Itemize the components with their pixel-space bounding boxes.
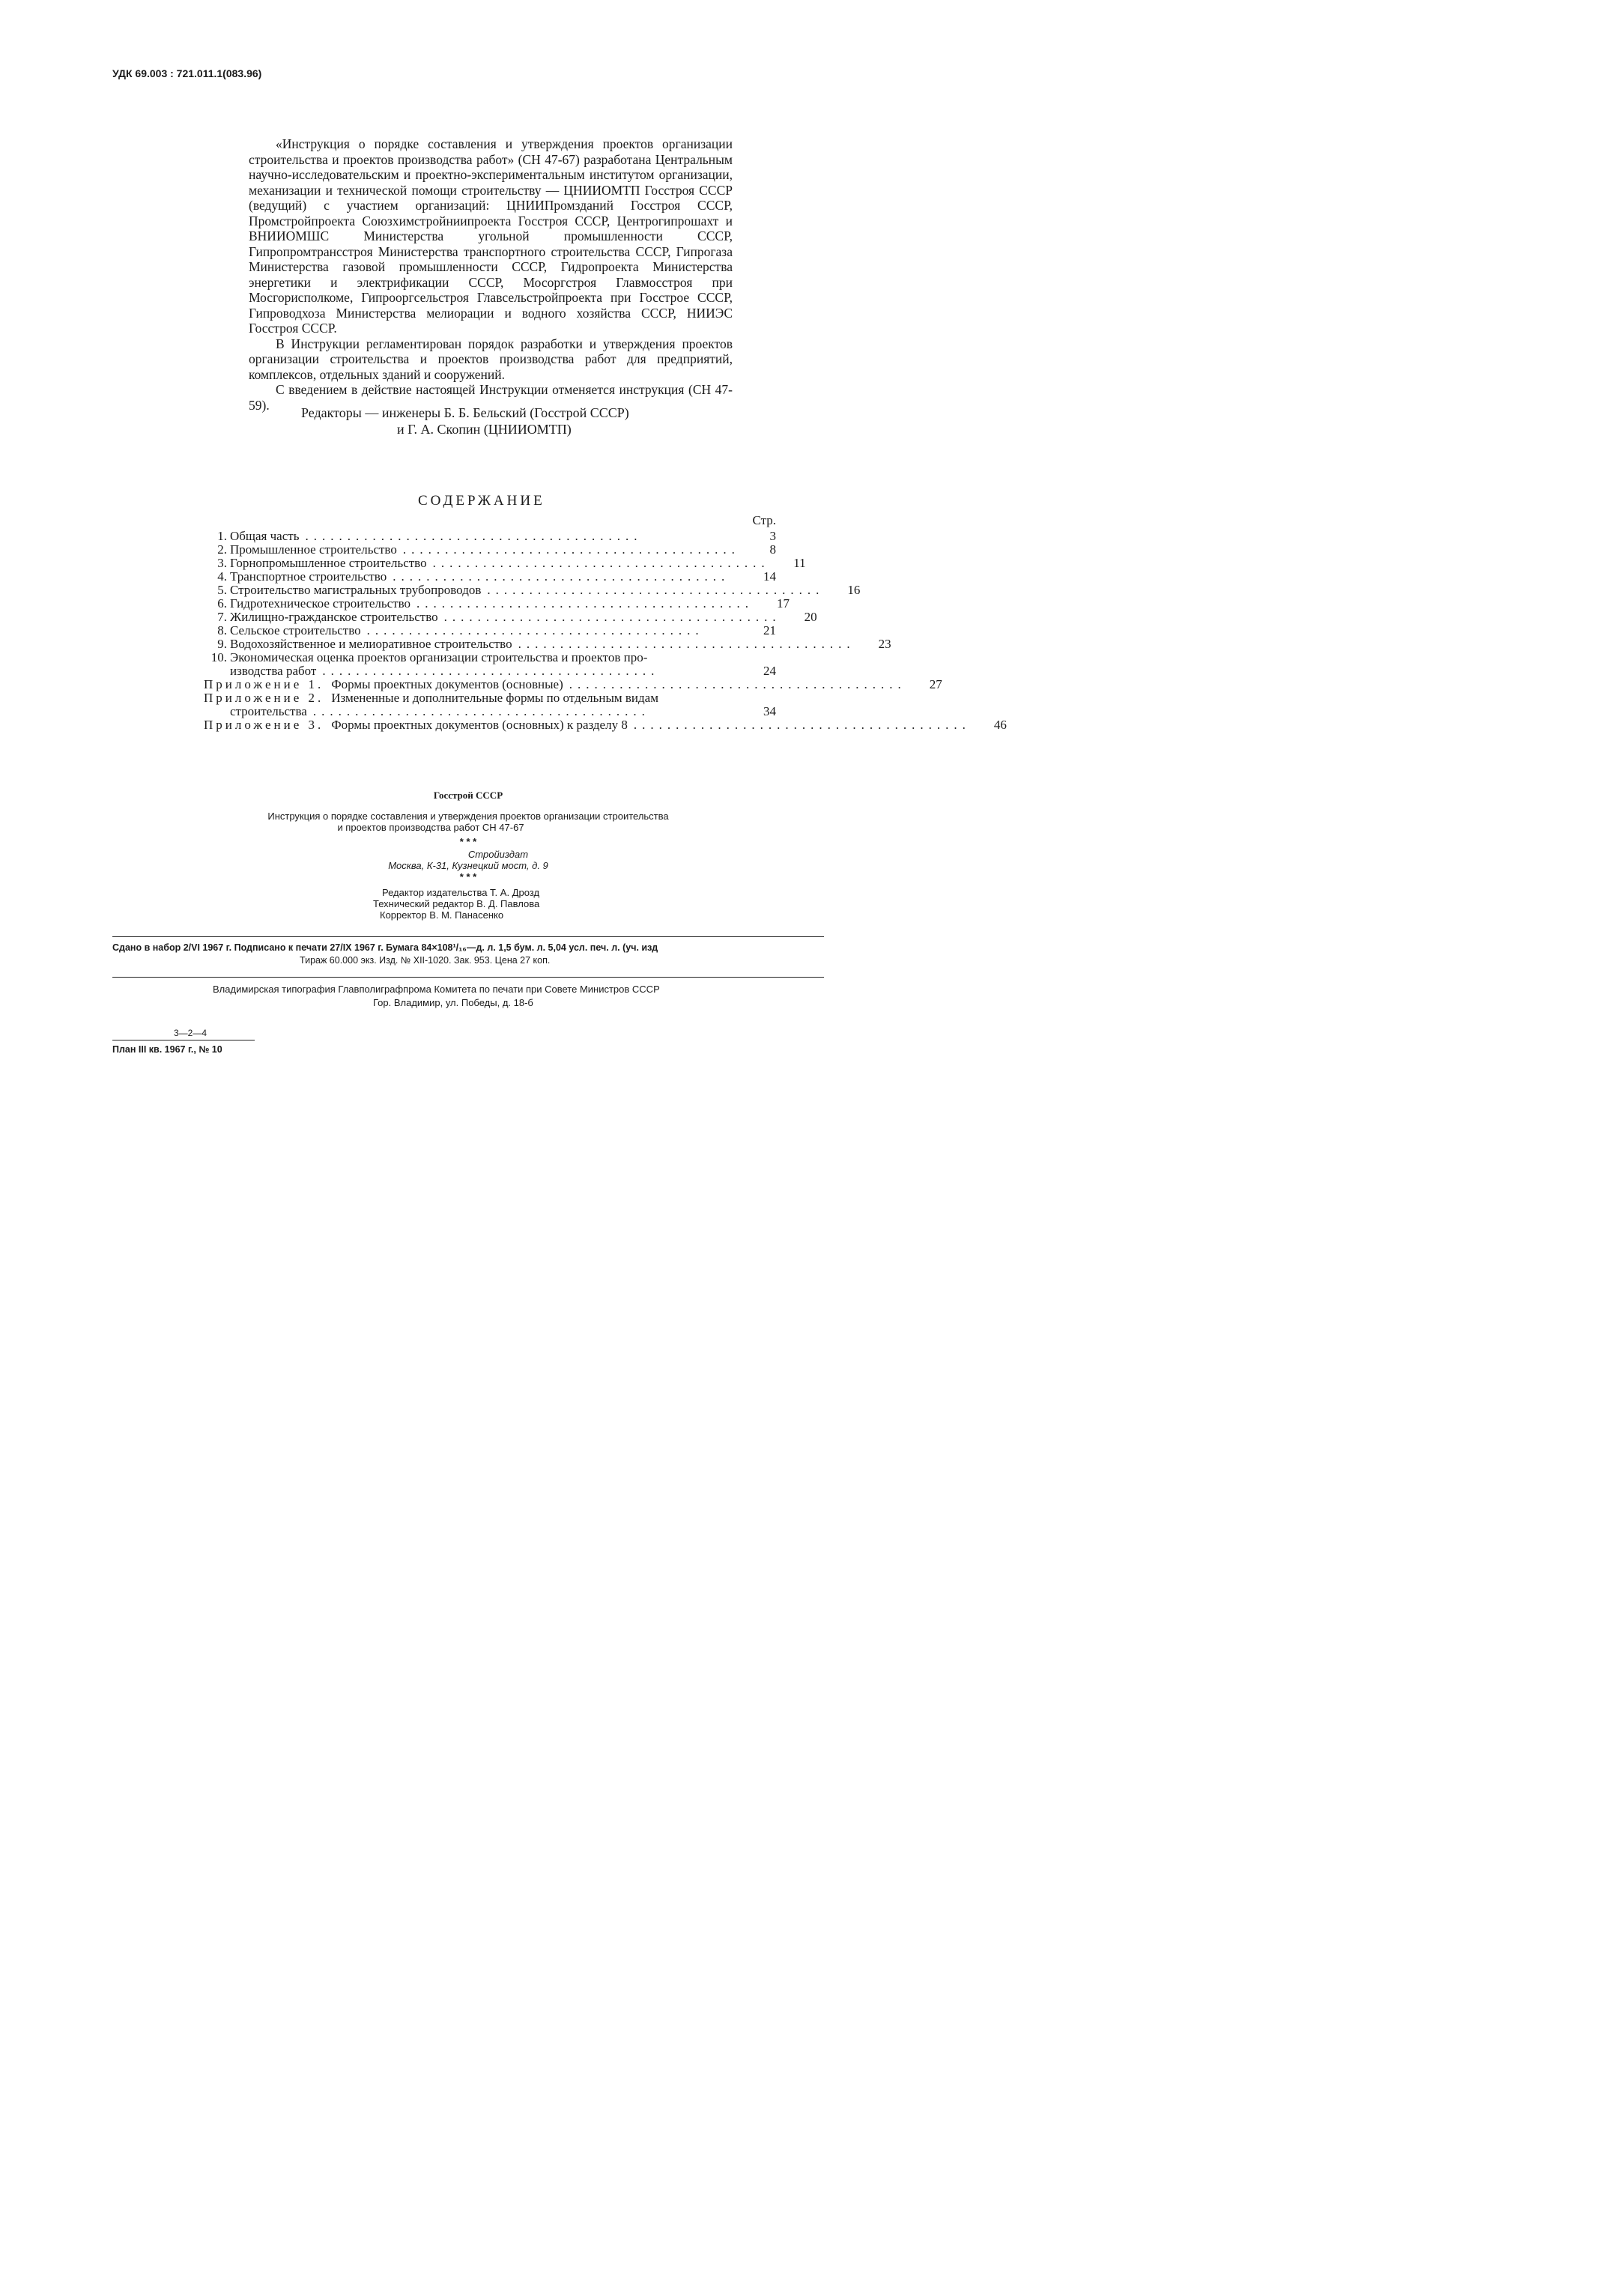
toc-appendix-label: Формы проектных документов (основные)	[331, 677, 563, 691]
toc-item-page: 16	[847, 583, 861, 597]
toc-appendix-label-cont: строительства	[230, 704, 307, 718]
toc-item-number: 9.	[217, 637, 227, 651]
toc-title: СОДЕРЖАНИЕ	[418, 493, 545, 509]
imprint-editor-1: Редактор издательства Т. А. Дрозд	[382, 887, 540, 898]
toc-item-label: Транспортное строительство	[230, 569, 387, 584]
editors-block	[301, 405, 629, 437]
toc-item-number: 3.	[217, 556, 227, 570]
toc-item-label: Сельское строительство	[230, 623, 361, 637]
toc-item	[204, 530, 776, 543]
toc-appendix-page: 46	[993, 718, 1007, 732]
toc-item-label: Водохозяйственное и мелиоративное строительство	[230, 637, 512, 651]
toc-appendix	[204, 677, 942, 691]
toc-item-page: 21	[763, 623, 776, 637]
print-code: 3—2—4	[174, 1028, 207, 1038]
imprint-block	[112, 790, 824, 921]
toc-appendix-prefix: Приложение 2.	[204, 691, 324, 705]
toc-item-page: 17	[777, 596, 790, 611]
toc-leader: ........................................	[305, 529, 643, 543]
printer-line-2: Гор. Владимир, ул. Победы, д. 18-б	[373, 997, 533, 1008]
toc-item	[204, 570, 776, 584]
toc-leader: ........................................	[432, 556, 770, 570]
imprint-editor-3: Корректор В. М. Панасенко	[380, 909, 504, 921]
toc-appendix-label: Формы проектных документов (основных) к разделу 8	[331, 718, 628, 732]
divider	[112, 977, 824, 978]
toc-item-number: 4.	[217, 569, 227, 584]
intro-paragraph-3: С введением в действие настоящей Инструкции отменяется инструкция (СН 47-59).	[249, 382, 733, 413]
toc-item	[204, 610, 817, 624]
toc-leader: ........................................	[393, 569, 730, 584]
toc-appendix-label: Измененные и дополнительные формы по отдельным видам	[331, 691, 658, 705]
imprint-publisher: Стройиздат	[467, 849, 529, 860]
toc-item-label: Гидротехническое строительство	[230, 596, 410, 611]
toc-appendix-prefix: Приложение 1.	[204, 677, 324, 691]
print-info-line-2: Тираж 60.000 экз. Изд. № XII-1020. Зак. 953. Цена 27 коп.	[300, 955, 551, 966]
toc-item-label: Жилищно-гражданское строительство	[230, 610, 438, 624]
toc-item-number: 5.	[217, 583, 227, 597]
intro-paragraph-2: В Инструкции регламентирован порядок разработки и утверждения проектов организации строительства и проектов производства работ для предприятий, комплексов, отдельных зданий и сооружений.	[249, 336, 733, 382]
imprint-title-line-2: и проектов производства работ СН 47-67	[337, 822, 524, 833]
toc-item	[204, 556, 806, 570]
editors-line-1: Редакторы — инженеры Б. Б. Бельский (Госстрой СССР)	[301, 405, 629, 420]
toc-item-number: 7.	[217, 610, 227, 624]
toc-appendix-continuation	[204, 705, 776, 718]
table-of-contents	[204, 512, 1007, 732]
imprint-address: Москва, К-31, Кузнецкий мост, д. 9	[388, 860, 548, 871]
toc-item-number: 6.	[217, 596, 227, 611]
toc-item-number: 2.	[217, 542, 227, 557]
toc-item-label-cont: изводства работ	[230, 664, 317, 678]
divider	[112, 936, 824, 937]
udk-code: УДК 69.003 : 721.011.1(083.96)	[112, 67, 262, 79]
toc-item	[204, 543, 776, 557]
imprint-stars-2: * * *	[459, 871, 477, 882]
imprint-stars: * * *	[459, 836, 477, 847]
toc-item-number: 10.	[210, 650, 227, 664]
print-info-line-1: Сдано в набор 2/VI 1967 г. Подписано к печати 27/IX 1967 г. Бумага 84×108¹/₁₆—д. л. 1,5 бум. л. 5,04 усл. печ. л. (уч. изд	[112, 942, 658, 953]
toc-item-page: 3	[769, 529, 776, 543]
toc-appendix	[204, 718, 1007, 732]
toc-leader: ........................................	[569, 677, 906, 691]
toc-appendix	[204, 691, 776, 705]
toc-leader: ........................................	[312, 704, 650, 718]
editors-line-2: и Г. А. Скопин (ЦНИИОМТП)	[397, 422, 572, 437]
imprint-title-line-1: Инструкция о порядке составления и утверждения проектов организации строительства	[267, 811, 669, 822]
toc-item-page: 11	[793, 556, 806, 570]
toc-item-page: 20	[804, 610, 817, 624]
plan-info: План III кв. 1967 г., № 10	[112, 1044, 222, 1055]
toc-leader: ........................................	[322, 664, 660, 678]
toc-leader: ........................................	[487, 583, 825, 597]
toc-item	[204, 583, 861, 597]
imprint-editor-2: Технический редактор В. Д. Павлова	[373, 898, 540, 909]
toc-item-number: 8.	[217, 623, 227, 637]
toc-item	[204, 596, 790, 611]
toc-leader: ........................................	[443, 610, 781, 624]
toc-item-label: Промышленное строительство	[230, 542, 397, 557]
toc-appendix-page: 34	[763, 704, 776, 718]
toc-item-page: 14	[763, 569, 776, 584]
toc-leader: ........................................	[518, 637, 855, 651]
toc-item-label: Общая часть	[230, 529, 300, 543]
toc-appendix-prefix: Приложение 3.	[204, 718, 324, 732]
toc-leader: ........................................	[402, 542, 740, 557]
toc-item	[204, 637, 891, 651]
toc-item-continuation	[204, 664, 776, 678]
toc-item-number: 1.	[217, 529, 227, 543]
toc-item	[204, 651, 776, 664]
printer-info	[112, 984, 824, 1008]
intro-paragraph-1: «Инструкция о порядке составления и утверждения проектов организации строительства и проектов производства работ» (СН 47-67) разработана Центральным научно-исследовательским и проектно-экспериментальным институтом организации, механизации и технической помощи строительству — ЦНИИОМТП Госстроя СССР (ведущий) с участием организаций: ЦНИИПромзданий Госстроя СССР, Промстройпроекта Союзхимстройниипроекта Госстроя СССР, Центрогипрошахт и ВНИИОМШС Министерства угольной промышленности СССР, Гипропромтрансстроя Министерства транспортного строительства СССР, Гипрогаза Министерства газовой промышленности СССР, Гидропроекта Министерства энергетики и электрификации СССР, Мосоргстроя Главмосстроя при Мосгорисполкоме, Гипрооргсельстроя Главсельстройпроекта при Госстрое СССР, Гипроводхоза Министерства мелиорации и водного хозяйства СССР, НИИЭС Госстроя СССР.	[249, 136, 733, 336]
toc-item-page: 23	[878, 637, 891, 651]
printer-line-1: Владимирская типография Главполиграфпрома Комитета по печати при Совете Министров СССР	[213, 984, 660, 995]
toc-leader: ........................................	[366, 623, 704, 637]
toc-item-label: Строительство магистральных трубопроводов	[230, 583, 482, 597]
toc-page-header: Стр.	[752, 513, 776, 527]
toc-item-page: 8	[769, 542, 776, 557]
toc-leader: ........................................	[633, 718, 971, 732]
toc-item-page: 24	[763, 664, 776, 678]
imprint-publisher-short: Госстрой СССР	[433, 790, 503, 801]
toc-item-label: Экономическая оценка проектов организации строительства и проектов про-	[230, 650, 648, 664]
print-info	[112, 942, 824, 966]
toc-leader: ........................................	[416, 596, 754, 611]
intro-text	[249, 136, 733, 413]
toc-item	[204, 624, 776, 637]
toc-item-label: Горнопромышленное строительство	[230, 556, 427, 570]
toc-appendix-page: 27	[929, 677, 942, 691]
